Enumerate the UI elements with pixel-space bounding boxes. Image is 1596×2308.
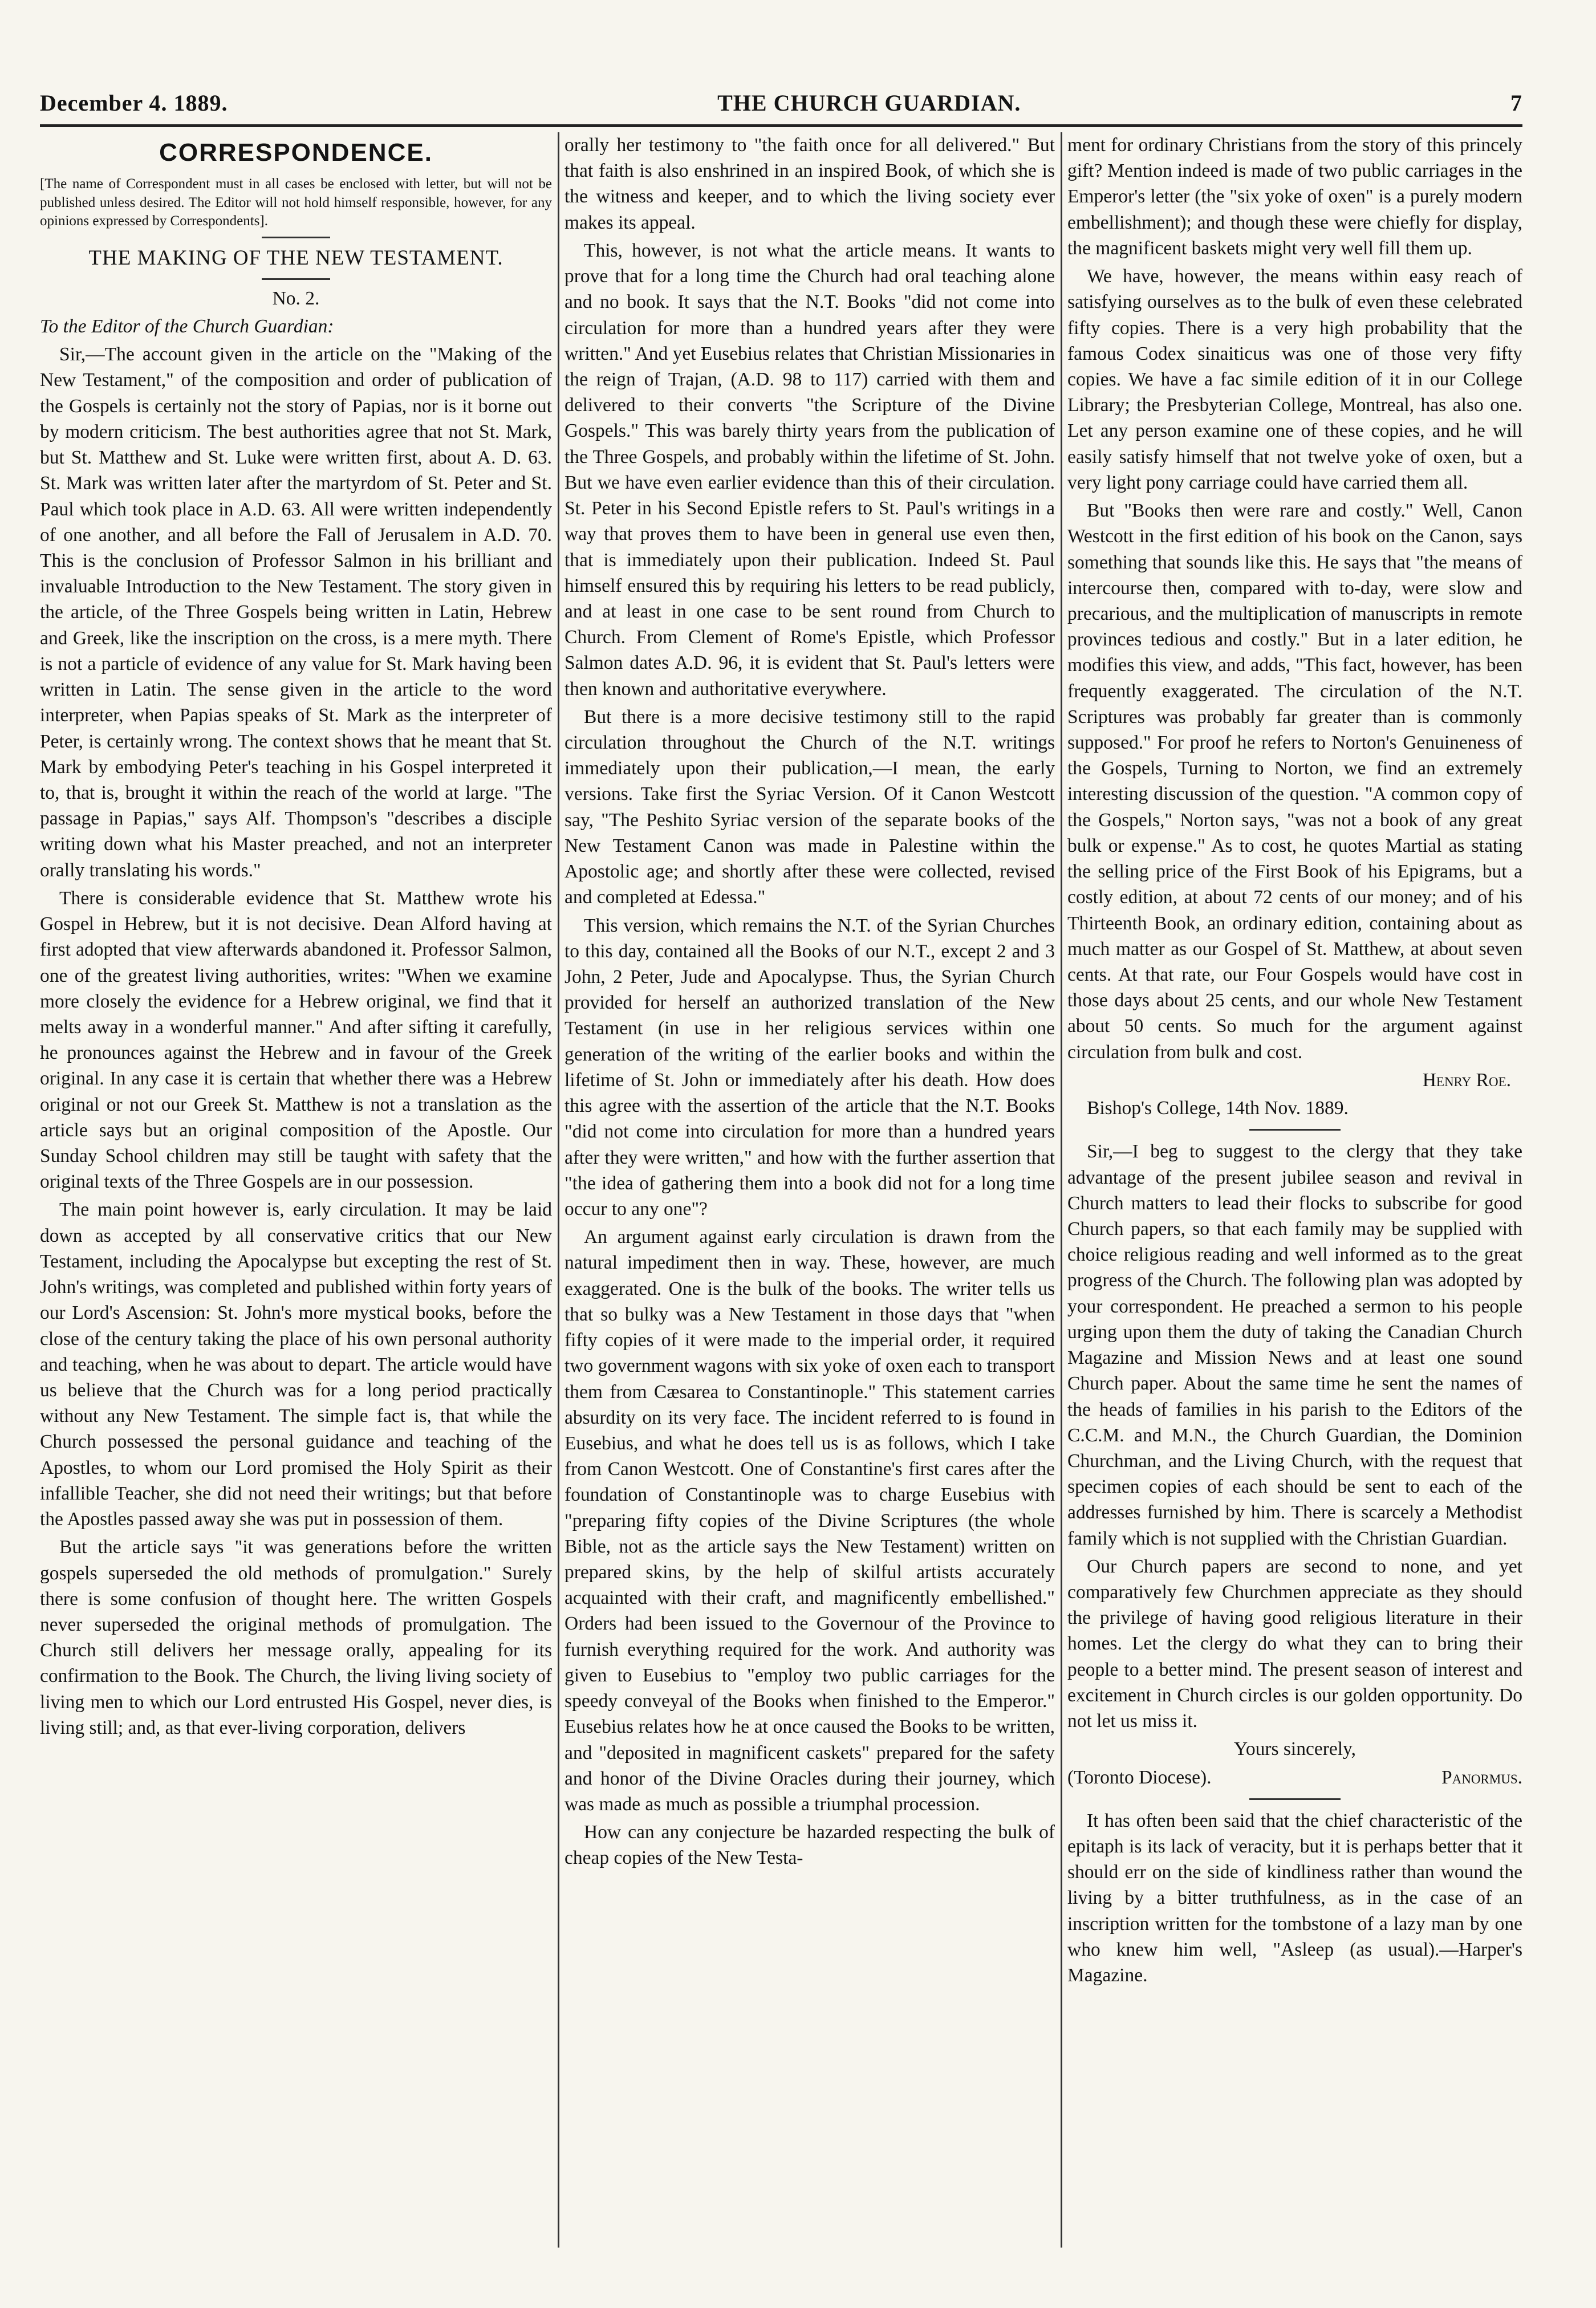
salutation: To the Editor of the Church Guardian:: [40, 316, 334, 338]
paragraph: An argument against early circulation is drawn from the natural impediment then in way. These, however, are much exaggerated. One is the bulk of the books. The writer tells us that so bulky was a New Testament in those days that "when fifty copies of it were made to the imperial order, it required two government wagons with six yoke of oxen each to transport them from Cæsarea to Constantinople." This statement carries absurdity on its very face. The incident referred to is found in Eusebius, and what he does tell us is as follows, which I take from Canon Westcott. One of Constantine's first cares after the foundation of Constantinople was to charge Eusebius with "preparing fifty copies of the Divine Scriptures (the whole Bible, not as the article says the New Testament) written on prepared skins, by the help of skilful artists accurately acquainted with their craft, and magnificently embellished." Orders had been issued to the Governour of the Province to furnish everything required for the work. And authority was given to Eusebius to "employ two public carriages for the speedy conveyal of the Books when finished to the Emperor." Eusebius relates how he at once caused the Books to be written, and "deposited in magnificent caskets" prepared for the safety and honor of the Divine Oracles during their journey, which was made as much as possible a triumphal procession.: [565, 1226, 1055, 1815]
paragraph: There is considerable evidence that St. Matthew wrote his Gospel in Hebrew, but it is not decisive. Dean Alford having at first adopted that view afterwards abandoned it. Professor Salmon, one of the greatest living authorities, writes: "When we examine more closely the evidence for a Hebrew original, we find that it melts away in a wonderful manner." And after sifting it carefully, he pronounces against the Hebrew and in favour of the Greek original. In any case it is certain that whether there was a Hebrew original or not our Greek St. Matthew is not a translation as the article says but an original composition of the Apostle. Our Sunday School children may still be taught with safety that the original texts of the Three Gospels are in our possession.: [40, 887, 552, 1193]
paragraph: But there is a more decisive testimony still to the rapid circulation throughout the Church of the N.T. writings immediately upon their publication,—I mean, the early versions. Take first the Syriac Version. Of it Canon Westcott say, "The Peshito Syriac version of the separate books of the New Testament Canon was made in Palestine within the Apostolic age; and shortly after these were collected, revised and completed at Edessa.": [565, 706, 1055, 908]
column-divider-2: [1061, 132, 1062, 2248]
signature-row: [1067, 1765, 1522, 1790]
paragraph: But "Books then were rare and costly." Well, Canon Westcott in the first edition of his book on the Canon, says something that sounds like this. He says that "the means of intercourse then, compared with to-day, were slow and precarious, and the multiplication of manuscripts in remote provinces tedious and costly." But in a later edition, he modifies this view, and adds, "This fact, however, has been frequently exaggerated. The circulation of the N.T. Scriptures was probably far greater than is commonly supposed." For proof he refers to Norton's Genuineness of the Gospels, Turning to Norton, we find an extremely interesting discussion of the question. "A common copy of the Gospels," Norton says, "was not a book of any great bulk or expense." As to cost, he quotes Martial as stating the selling price of the First Book of his Epigrams, but a costly edition, at about 72 cents of our money; and of his Thirteenth Book, an ordinary edition, containing about as much matter as our Gospel of St. Matthew, at about seven cents. At that rate, our Four Gospels would have cost in those days about 25 cents, and our whole New Testament about 50 cents. So much for the argument against circulation from bulk and cost.: [1067, 500, 1522, 1063]
paragraph: This, however, is not what the article means. It wants to prove that for a long time the Church had oral teaching alone and no book. It says that the N.T. Books "did not come into circulation for more than a hundred years after they were written." And yet Eusebius relates that Christian Missionaries in the reign of Trajan, (A.D. 98 to 117) carried with them and delivered to their converts "the Scripture of the Divine Gospels." This was barely thirty years from the publication of the Three Gospels, and probably within the lifetime of St. John. But we have even earlier evidence than this of their circulation. St. Peter in his Second Epistle refers to St. Paul's writings in a way that proves them to have been in general use even then, that is immediately upon their publication. Indeed St. Paul himself ensured this by requiring his letters to be read publicly, and at least in one case to be sent round from Church to Church. From Clement of Rome's Epistle, which Professor Salmon dates A.D. 96, it is evident that St. Paul's letters were then known and authoritative everywhere.: [565, 239, 1055, 700]
paragraph: Our Church papers are second to none, and yet comparatively few Churchmen appreciate as they should the privilege of having good religious literature in their homes. Let the clergy do what they can to bring their people to a better mind. The present season of interest and excitement in Church circles is our golden opportunity. Do not let us miss it.: [1067, 1555, 1522, 1732]
signature: Henry Roe.: [1422, 1069, 1511, 1091]
paragraph: Sir,—I beg to suggest to the clergy that they take advantage of the present jubilee season and revival in Church matters to lead their flocks to subscribe for good Church papers, so that each family may be supplied with choice religious reading and well informed as to the great progress of the Church. The following plan was adopted by your correspondent. He preached a sermon to his people urging upon them the duty of taking the Canadian Church Magazine and Mission News and at least one sound Church paper. About the same time he sent the names of the heads of families in his parish to the Editors of the C.C.M. and M.N., the Church Guardian, the Dominion Churchman, and the Living Church, with the request that specimen copies of each should be sent to each of the addresses furnished by him. There is scarcely a Methodist family which is not supplied with the Christian Guardian.: [1067, 1141, 1522, 1549]
signature: Panormus.: [1441, 1766, 1522, 1788]
page-number: 7: [1510, 90, 1522, 116]
divider: [1249, 1129, 1341, 1131]
newspaper-title: THE CHURCH GUARDIAN.: [717, 90, 1021, 116]
article-title: THE MAKING OF THE NEW TESTAMENT.: [88, 246, 503, 270]
divider: [1249, 1798, 1341, 1800]
diocese: (Toronto Diocese).: [1067, 1766, 1212, 1788]
column-2: [565, 132, 1055, 2248]
column-1: [40, 132, 552, 2248]
divider: [262, 237, 330, 238]
paragraph: But the article says "it was generations before the written gospels superseded the old methods of promulgation." Surely there is some confusion of thought here. The written Gospels never superseded the original methods of promulgation. The Church still delivers her message orally, appealing for its confirmation to the Book. The Church, the living living society of living men to which our Lord entrusted His Gospel, never dies, is living still; and, as that ever-living corporation, delivers: [40, 1537, 552, 1738]
page-header: [40, 84, 1522, 116]
issue-date: December 4. 1889.: [40, 90, 228, 116]
paragraph: How can any conjecture be hazarded respecting the bulk of cheap copies of the New Testa-: [565, 1822, 1055, 1869]
paragraph: ment for ordinary Christians from the story of this princely gift? Mention indeed is made of two public carriages in the Emperor's letter (the "six yoke of oxen" is a purely modern embellishment); and though these were chiefly for display, the magnificent baskets might very well fill them up.: [1067, 135, 1522, 259]
paragraph: Sir,—The account given in the article on the "Making of the New Testament," of the composition and order of publication of the Gospels is certainly not the story of Papias, nor is it borne out by modern criticism. The best authorities agree that not St. Mark, but St. Matthew and St. Luke were written first, about A. D. 63. St. Mark was written later after the martyrdom of St. Peter and St. Paul which took place in A.D. 63. All were written independently of one another, and all before the Fall of Jerusalem in A.D. 70. This is the conclusion of Professor Salmon in his brilliant and invaluable Introduction to the New Testament. The story given in the article, of the Three Gospels being written in Latin, Hebrew and Greek, like the inscription on the cross, is a mere myth. There is not a particle of evidence of any value for St. Mark having been written in Latin. The sense given in the article to the word interpreter, when Papias speaks of St. Mark as the interpreter of Peter, is certainly wrong. The context shows that he meant that St. Mark by embodying Peter's teaching in his Gospel interpreted it to, that is, brought it within the reach of the world at large. "The passage in Papias," says Alf. Thompson's "describes a disciple writing down what his Master preached, and not an interpreter orally translating his words.": [40, 344, 552, 881]
closing: Yours sincerely,: [1233, 1738, 1357, 1760]
editorial-note: [The name of Correspondent must in all cases be enclosed with letter, but will not be published unless desired. The Editor will not hold himself responsible, however, for any opinions expressed by Correspondents].: [40, 176, 552, 229]
header-rule: [40, 124, 1522, 127]
article-number: No. 2.: [272, 287, 320, 309]
paragraph: It has often been said that the chief characteristic of the epitaph is its lack of veracity, but it is perhaps better that it should err on the side of kindliness rather than wound the living by a bitter truthfulness, as in the case of an inscription written for the tombstone of a lazy man by one who knew him well, "Asleep (as usual).—Harper's Magazine.: [1067, 1810, 1522, 1986]
paragraph: This version, which remains the N.T. of the Syrian Churches to this day, contained all the Books of our N.T., except 2 and 3 John, 2 Peter, Jude and Apocalypse. Thus, the Syrian Church provided for herself an authorized translation of the New Testament (in use in her religious services within one generation of the writing of the earlier books and within the lifetime of St. John or immediately after his death. How does this agree with the assertion of the article that the N.T. Books "did not come into circulation for more than a hundred years after they were written," and how with the further assertion that "the idea of gathering them into a book did not for a long time occur to any one"?: [565, 915, 1055, 1220]
paragraph: The main point however is, early circulation. It may be laid down as accepted by all conservative critics that our New Testament, including the Apocalypse but excepting the rest of St. John's writings, was completed and published within forty years of our Lord's Ascension: St. John's more mystical books, before the close of the century taking the place of his own personal authority and teaching, when he was about to depart. The article would have us believe that the Church was for a long period practically without any New Testament. The simple fact is, that while the Church possessed the personal guidance and teaching of the Apostles, to whom our Lord promised the Holy Spirit as their infallible Teacher, she did not need their writings; but that before the Apostles passed away she was put in possession of them.: [40, 1199, 552, 1530]
section-title: CORRESPONDENCE.: [159, 139, 433, 166]
dateline: Bishop's College, 14th Nov. 1889.: [1087, 1098, 1349, 1119]
paragraph: orally her testimony to "the faith once for all delivered." But that faith is also enshrined in an inspired Book, of which she is the witness and keeper, and to which the living society ever makes its appeal.: [565, 135, 1055, 233]
divider: [262, 278, 330, 280]
paragraph: We have, however, the means within easy reach of satisfying ourselves as to the bulk of even these celebrated fifty copies. There is a very high probability that the famous Codex sinaiticus was one of those very fifty copies. We have a fac simile edition of it in our College Library; the Presbyterian College, Montreal, has also one. Let any person examine one of these copies, and he will easily satisfy himself that not twelve yoke of oxen, but a very light pony carriage could have carried them all.: [1067, 266, 1522, 493]
column-divider-1: [558, 132, 559, 2248]
column-3: [1067, 132, 1522, 2248]
